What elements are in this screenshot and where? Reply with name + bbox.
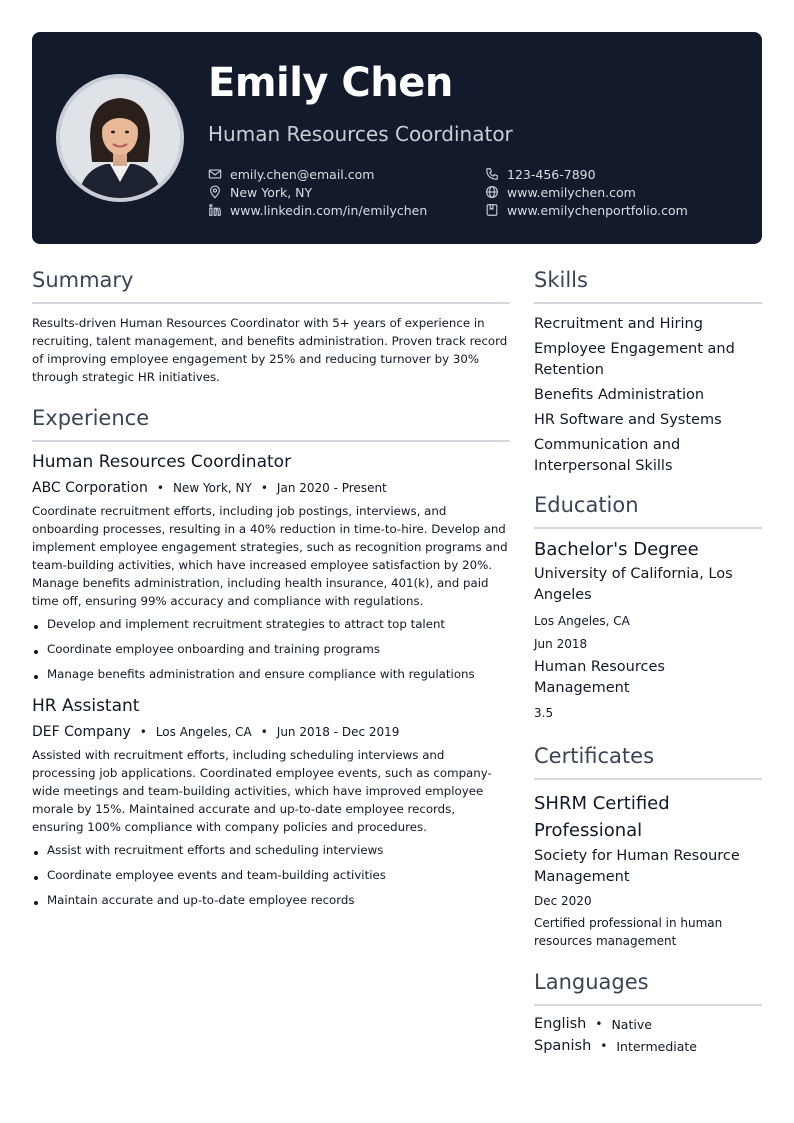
job-bullets bbox=[32, 842, 510, 908]
job-entry bbox=[32, 452, 510, 682]
job-bullet: Manage benefits administration and ensure compliance with regulations bbox=[32, 666, 510, 682]
separator-dot: • bbox=[260, 481, 268, 495]
job-entry bbox=[32, 696, 510, 908]
job-meta bbox=[32, 480, 510, 496]
contact-portfolio-text: www.emilychenportfolio.com bbox=[507, 202, 688, 218]
summary-text: Results-driven Human Resources Coordinator with 5+ years of experience in recruiting, talent management, and benefits administration. Proven track record of improving employee engagement by 25% and reducing turnover by 30% through strategic HR initiatives. bbox=[32, 316, 508, 384]
education-date: Jun 2018 bbox=[534, 637, 588, 651]
job-bullet: Coordinate employee onboarding and training programs bbox=[32, 641, 510, 657]
certificate-date: Dec 2020 bbox=[534, 894, 592, 908]
job-bullet: Develop and implement recruitment strategies to attract top talent bbox=[32, 616, 510, 632]
globe-icon bbox=[485, 185, 499, 199]
phone-icon bbox=[485, 167, 499, 181]
profile-photo bbox=[56, 74, 184, 202]
language-name: Spanish bbox=[534, 1038, 592, 1054]
job-location: New York, NY bbox=[172, 481, 252, 495]
job-dates: Jun 2018 - Dec 2019 bbox=[276, 725, 400, 739]
education-section bbox=[534, 493, 762, 722]
language-item bbox=[534, 1016, 762, 1032]
experience-section bbox=[32, 406, 510, 908]
language-level: Native bbox=[611, 1016, 652, 1032]
contact-email[interactable] bbox=[208, 166, 427, 182]
contact-phone-text: 123-456-7890 bbox=[507, 166, 596, 182]
certificate-name: SHRM Certified Professional bbox=[534, 793, 670, 841]
education-gpa: 3.5 bbox=[534, 706, 554, 720]
job-description: Assisted with recruitment efforts, including scheduling interviews and processing job applications. Coordinated employee events, such as company-wide meetings and team-building activities, which have improved employee morale by 15%. Maintained accurate and up-to-date employee records, ensuring 100% compliance with company policies and procedures. bbox=[32, 748, 492, 834]
certificate-org: Society for Human Resource Management bbox=[534, 848, 740, 885]
contact-list-right bbox=[485, 166, 688, 218]
summary-section bbox=[32, 268, 510, 386]
contact-email-text: emily.chen@email.com bbox=[230, 166, 375, 182]
separator-dot: • bbox=[156, 481, 164, 495]
skill-item: Communication and Interpersonal Skills bbox=[534, 437, 681, 474]
separator-dot: • bbox=[260, 725, 268, 739]
profile-photo-image bbox=[60, 78, 180, 198]
contact-website[interactable] bbox=[485, 184, 688, 200]
right-column bbox=[534, 268, 762, 1054]
candidate-role: Human Resources Coordinator bbox=[208, 122, 513, 146]
candidate-name: Emily Chen bbox=[208, 60, 453, 106]
skills-section bbox=[534, 268, 762, 477]
job-company: DEF Company bbox=[32, 724, 131, 740]
skill-item: Benefits Administration bbox=[534, 387, 705, 403]
job-title: Human Resources Coordinator bbox=[32, 452, 292, 472]
contact-list-left bbox=[208, 166, 427, 218]
contact-portfolio[interactable] bbox=[485, 202, 688, 218]
resume-header bbox=[32, 32, 762, 244]
education-heading: Education bbox=[534, 493, 762, 529]
job-meta bbox=[32, 724, 510, 740]
education-location: Los Angeles, CA bbox=[534, 614, 630, 628]
language-item bbox=[534, 1038, 762, 1054]
contact-location-text: New York, NY bbox=[230, 184, 313, 200]
job-company: ABC Corporation bbox=[32, 480, 148, 496]
language-level: Intermediate bbox=[616, 1038, 697, 1054]
linkedin-icon bbox=[208, 203, 222, 217]
location-pin-icon bbox=[208, 185, 222, 199]
job-title: HR Assistant bbox=[32, 696, 140, 716]
languages-section bbox=[534, 970, 762, 1054]
summary-heading: Summary bbox=[32, 268, 510, 304]
job-dates: Jan 2020 - Present bbox=[276, 481, 387, 495]
languages-heading: Languages bbox=[534, 970, 762, 1006]
separator-dot: • bbox=[139, 725, 147, 739]
contact-phone[interactable] bbox=[485, 166, 688, 182]
certificates-section bbox=[534, 744, 762, 950]
job-location: Los Angeles, CA bbox=[155, 725, 252, 739]
skills-heading: Skills bbox=[534, 268, 762, 304]
separator-dot: • bbox=[595, 1017, 603, 1031]
language-name: English bbox=[534, 1016, 587, 1032]
contact-website-text: www.emilychen.com bbox=[507, 184, 636, 200]
contact-location bbox=[208, 184, 427, 200]
job-bullet: Maintain accurate and up-to-date employee records bbox=[32, 892, 510, 908]
contact-linkedin-text: www.linkedin.com/in/emilychen bbox=[230, 202, 428, 218]
education-school: University of California, Los Angeles bbox=[534, 566, 733, 603]
certificate-description: Certified professional in human resources management bbox=[534, 916, 723, 948]
job-bullet: Assist with recruitment efforts and scheduling interviews bbox=[32, 842, 510, 858]
portfolio-icon bbox=[485, 203, 499, 217]
experience-heading: Experience bbox=[32, 406, 510, 442]
certificates-heading: Certificates bbox=[534, 744, 762, 780]
mail-icon bbox=[208, 167, 222, 181]
contact-linkedin[interactable] bbox=[208, 202, 427, 218]
job-bullet: Coordinate employee events and team-building activities bbox=[32, 867, 510, 883]
job-bullets bbox=[32, 616, 510, 682]
separator-dot: • bbox=[600, 1039, 608, 1053]
education-field: Human Resources Management bbox=[534, 659, 665, 696]
left-column bbox=[32, 268, 510, 917]
education-degree: Bachelor's Degree bbox=[534, 539, 699, 560]
skill-item: HR Software and Systems bbox=[534, 412, 722, 428]
skill-item: Recruitment and Hiring bbox=[534, 316, 703, 332]
skill-item: Employee Engagement and Retention bbox=[534, 341, 735, 378]
job-description: Coordinate recruitment efforts, including job postings, interviews, and onboarding processes, resulting in a 40% reduction in time-to-hire. Develop and implement employee engagement strategies, such as recognition programs and team-building activities, which have increased employee satisfaction by 20%. Manage benefits administration, including health insurance, 401(k), and paid time off, ensuring 99% accuracy and compliance with regulations. bbox=[32, 504, 508, 608]
